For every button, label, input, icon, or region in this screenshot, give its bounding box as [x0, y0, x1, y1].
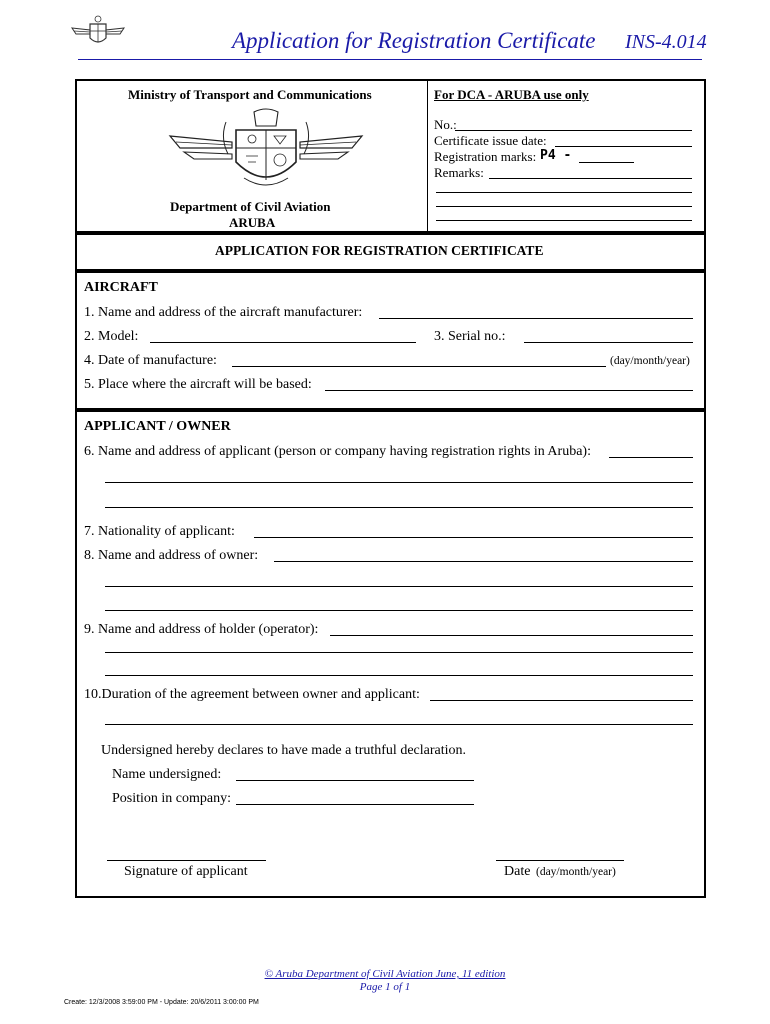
remarks-field[interactable] [489, 178, 692, 179]
remarks-label: Remarks: [434, 165, 484, 180]
manufacture-date-field[interactable] [232, 366, 606, 367]
signature-field[interactable] [107, 860, 266, 861]
q1-label: 1. Name and address of the aircraft manufacturer: [84, 305, 363, 320]
applicant-heading: APPLICANT / OWNER [84, 419, 231, 434]
q5-label: 5. Place where the aircraft will be based: [84, 377, 312, 392]
issue-date-field[interactable] [555, 146, 692, 147]
q7-label: 7. Nationality of applicant: [84, 524, 235, 539]
manufacturer-field[interactable] [379, 318, 693, 319]
date-hint: (day/month/year) [536, 866, 616, 878]
q2-label: 2. Model: [84, 329, 139, 344]
q6-label: 6. Name and address of applicant (person or company having registration rights in Aruba): [84, 444, 591, 459]
applicant-address-line[interactable] [105, 507, 693, 508]
declaration-text: Undersigned hereby declares to have made a truthful declaration. [101, 743, 467, 758]
no-field[interactable] [455, 130, 692, 131]
q9-label: 9. Name and address of holder (operator): [84, 622, 319, 637]
position-label: Position in company: [112, 791, 231, 806]
ministry-label: Ministry of Transport and Communications [128, 87, 372, 102]
page-number: Page 1 of 1 [359, 981, 411, 993]
remarks-line[interactable] [436, 206, 692, 207]
owner-name-field[interactable] [274, 561, 693, 562]
q3-label: 3. Serial no.: [434, 329, 506, 344]
department-label: Department of Civil Aviation [170, 199, 331, 214]
owner-address-line[interactable] [105, 610, 693, 611]
date-label: Date [504, 864, 531, 879]
dca-crest-icon [166, 108, 366, 196]
holder-address-line[interactable] [105, 652, 693, 653]
holder-name-field[interactable] [330, 635, 693, 636]
agreement-duration-field[interactable] [430, 700, 693, 701]
document-metadata: Create: 12/3/2008 3:59:00 PM - Update: 20/6/2011 3:00:00 PM [64, 999, 259, 1006]
q4-label: 4. Date of manufacture: [84, 353, 217, 368]
no-label: No.: [434, 117, 457, 132]
registration-prefix: P4 - [540, 148, 572, 163]
page-title: Application for Registration Certificate [232, 28, 596, 53]
registration-marks-field[interactable] [579, 162, 634, 163]
agreement-duration-line[interactable] [105, 724, 693, 725]
applicant-section [75, 410, 706, 898]
country-label: ARUBA [229, 215, 276, 230]
name-undersigned-field[interactable] [236, 780, 474, 781]
model-field[interactable] [150, 342, 416, 343]
edition-text: © Aruba Department of Civil Aviation June, 11 edition [264, 968, 506, 980]
signature-label: Signature of applicant [124, 864, 248, 879]
form-title: APPLICATION FOR REGISTRATION CERTIFICATE [215, 243, 544, 258]
holder-address-line[interactable] [105, 675, 693, 676]
issue-date-label: Certificate issue date: [434, 133, 547, 148]
date-field[interactable] [496, 860, 624, 861]
dca-use-heading: For DCA - ARUBA use only [434, 87, 589, 102]
applicant-address-line[interactable] [105, 482, 693, 483]
document-code: INS-4.014 [625, 31, 707, 53]
header-logo-icon [70, 14, 126, 50]
aircraft-heading: AIRCRAFT [84, 280, 158, 295]
base-location-field[interactable] [325, 390, 693, 391]
remarks-line[interactable] [436, 220, 692, 221]
name-undersigned-label: Name undersigned: [112, 767, 222, 782]
owner-address-line[interactable] [105, 586, 693, 587]
nationality-field[interactable] [254, 537, 693, 538]
q8-label: 8. Name and address of owner: [84, 548, 259, 563]
serial-field[interactable] [524, 342, 693, 343]
q4-hint: (day/month/year) [610, 355, 690, 367]
registration-marks-label: Registration marks: [434, 149, 537, 164]
remarks-line[interactable] [436, 192, 692, 193]
position-field[interactable] [236, 804, 474, 805]
header-rule [78, 59, 702, 60]
q10-label: 10.Duration of the agreement between owner and applicant: [84, 687, 420, 702]
applicant-name-field[interactable] [609, 457, 693, 458]
footer-page [0, 977, 770, 995]
authority-divider [427, 81, 428, 231]
